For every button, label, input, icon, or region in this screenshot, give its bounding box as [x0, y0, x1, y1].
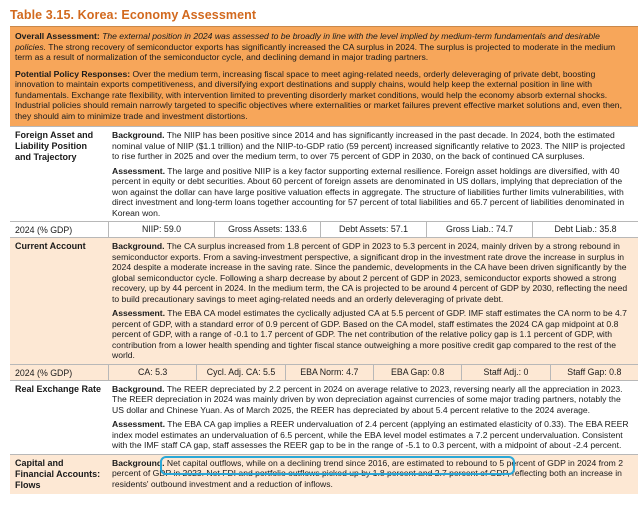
current-account-background	[112, 241, 632, 304]
policy-responses-text: Over the medium term, increasing fiscal space to meet aging-related needs, orderly deleveraging of private debt, boosting innovation to maintain exports competitiveness, and diversifying export destinations and supply chains, would help keep the external position in line with fundamentals. Exchange rate flexibility, with intervention limited to preventing disorderly market conditions, would help the economy absorb external shocks. Industrial policies should remain narrowly targeted to specific objectives where externalities or market failures prevent effective market solutions and, even then, they should aim to minimize trade and investment distortions.	[15, 68, 622, 121]
capital-account-background	[112, 458, 632, 490]
background-label: Background.	[112, 241, 165, 251]
metric-cell-debt-liab: Debt Liab.: 35.8	[532, 222, 638, 237]
metric-cell-debt-assets: Debt Assets: 57.1	[320, 222, 426, 237]
metrics-cells	[108, 222, 638, 237]
background-text: The CA surplus increased from 1.8 percent of GDP in 2023 to 5.3 percent in 2024, mainly driven by a strong rebound in semiconductor exports. From a saving-investment perspective, a significant drop in the investment rate drove the increase in surplus in 2024 despite a moderate increase in the saving rate. Since the pandemic, developments in the CA have been driven significantly by the global semiconductor cycle. Following a sharp decrease by about 2 percent of GDP in 2023, semiconductor exports showed a strong recovery, up by 44 percent in 2024. In the medium term, the CA is projected to be around 4 percent of GDP by 2030, reflecting the need to build precautionary savings to meet aging-related needs and an orderly deleveraging of private debt.	[112, 241, 628, 304]
overall-assessment-text: The strong recovery of semiconductor exports has significantly increased the CA surplus in 2024. The surplus is projected to moderate in the medium term as a result of normalization of the semiconductor cycle, and declining demand in major trading partners.	[15, 41, 616, 62]
foreign-asset-background	[112, 130, 632, 162]
assessment-label: Assessment.	[112, 419, 166, 429]
metric-cell-cycl-adj-ca: Cycl. Adj. CA: 5.5	[196, 365, 284, 380]
policy-responses-paragraph	[15, 69, 632, 122]
overall-assessment-section	[10, 26, 638, 126]
current-account-row	[10, 237, 638, 364]
assessment-text: The EBA CA model estimates the cyclically adjusted CA at 5.5 percent of GDP. IMF staff estimates the CA norm to be 4.7 percent of GDP, with a standard error of 0.9 percent of GDP. Based on the CA model, staff estimates the 2024 CA gap midpoint at 0.8 percent of GDP, with a range of -0.1 to 1.7 percent of GDP. The net contribution of the relative policy gap is 1.1 percent of GDP, with contribution from a lower health spending and tighter fiscal stance outweighing a more positive credit gap compared to the rest of the world.	[112, 308, 627, 360]
metric-cell-eba-norm: EBA Norm: 4.7	[285, 365, 373, 380]
policy-responses-label: Potential Policy Responses:	[15, 68, 131, 79]
background-text: The REER depreciated by 2.2 percent in 2024 on average relative to 2023, reversing nearly all the appreciation in 2023. The REER depreciation in 2024 was mainly driven by won depreciation against currencies of some major trading partners, notably the US dollar and Chinese Yuan. As of March 2025, the REER has depreciated by about 5.4 percent relative to the 2024 average.	[112, 383, 623, 415]
current-account-assessment	[112, 308, 632, 361]
foreign-asset-metrics-row	[10, 221, 638, 237]
overall-assessment-italic: The external position in 2024 was assessed to be broadly in line with the level implied by medium-term fundamentals and desirable policies.	[15, 31, 600, 52]
foreign-asset-assessment	[112, 166, 632, 219]
capital-account-label: Capital and Financial Accounts: Flows	[10, 455, 108, 494]
background-label: Background.	[112, 457, 165, 468]
metric-cell-ca: CA: 5.3	[108, 365, 196, 380]
assessment-label: Assessment.	[112, 308, 166, 318]
metrics-cells	[108, 365, 638, 380]
metric-cell-staff-adj: Staff Adj.: 0	[461, 365, 549, 380]
assessment-text: The large and positive NIIP is a key factor supporting external resilience. Foreign asset holdings are diversified, with 40 percent in equity or debt securities. About 60 percent of foreign assets are denominated in US dollars, implying that depreciation of the won against the dollar can have large positive valuation effects in aggregate. The structure of liabilities further limits vulnerabilities, with direct investment and long-term loans together accounting for 57 percent of total liabilities and 65.7 percent of liabilities denominated in Korean won.	[112, 165, 625, 218]
metric-cell-eba-gap: EBA Gap: 0.8	[373, 365, 461, 380]
reer-row	[10, 380, 638, 454]
current-account-metrics-row	[10, 364, 638, 380]
metric-cell-gross-liab: Gross Liab.: 74.7	[426, 222, 532, 237]
foreign-asset-label: Foreign Asset and Liability Position and Trajectory	[10, 127, 108, 221]
assessment-text: The EBA CA gap implies a REER undervaluation of 2.4 percent (applying an estimated elasticity of 0.33). The EBA REER index model estimates an undervaluation of 6.5 percent, while the EBA level model estimates a 7.2 percent undervaluation. Consistent with the IMF staff CA gap, staff assesses the REER gap to be in the range of -5.1 to 0.3 percent, with a midpoint of about -2.4 percent.	[112, 419, 629, 450]
reer-label: Real Exchange Rate	[10, 381, 108, 454]
foreign-asset-row	[10, 126, 638, 221]
assessment-label: Assessment.	[112, 165, 166, 176]
overall-assessment-paragraph	[15, 31, 632, 63]
background-label: Background.	[112, 130, 165, 140]
background-text: Net capital outflows, while on a declining trend since 2016, are estimated to rebound to 5 percent of GDP in 2024 from 2 percent of GDP in 2023. Net FDI and portfolio outflows picked up by 1.8 percent and 2.7 percent of GDP, reflecting both an increase in residents' outbound investment and a reduction of inflows.	[112, 457, 623, 489]
reer-body	[108, 381, 638, 454]
reer-assessment	[112, 419, 632, 451]
capital-account-row	[10, 454, 638, 494]
foreign-asset-body	[108, 127, 638, 221]
metric-cell-staff-gap: Staff Gap: 0.8	[550, 365, 638, 380]
reer-background	[112, 384, 632, 416]
current-account-label: Current Account	[10, 238, 108, 364]
capital-account-body	[108, 455, 638, 494]
table-title: Table 3.15. Korea: Economy Assessment	[10, 8, 257, 22]
metrics-label: 2024 (% GDP)	[10, 222, 108, 237]
metric-cell-niip: NIIP: 59.0	[108, 222, 214, 237]
metrics-label: 2024 (% GDP)	[10, 365, 108, 380]
background-label: Background.	[112, 383, 165, 394]
metric-cell-gross-assets: Gross Assets: 133.6	[214, 222, 320, 237]
current-account-body	[108, 238, 638, 364]
background-text: The NIIP has been positive since 2014 and has significantly increased in the past decade. In 2024, both the estimated nominal value of NIIP ($1.1 trillion) and the NIIP-to-GDP ratio (59 percent) increased significantly relative to 2023. The NIIP is projected to rise further in 2025 and over the medium term, to over 75 percent of GDP in 2030, on the back of continued CA surpluses.	[112, 130, 625, 161]
overall-assessment-label: Overall Assessment:	[15, 31, 100, 41]
assessment-table	[10, 26, 638, 494]
